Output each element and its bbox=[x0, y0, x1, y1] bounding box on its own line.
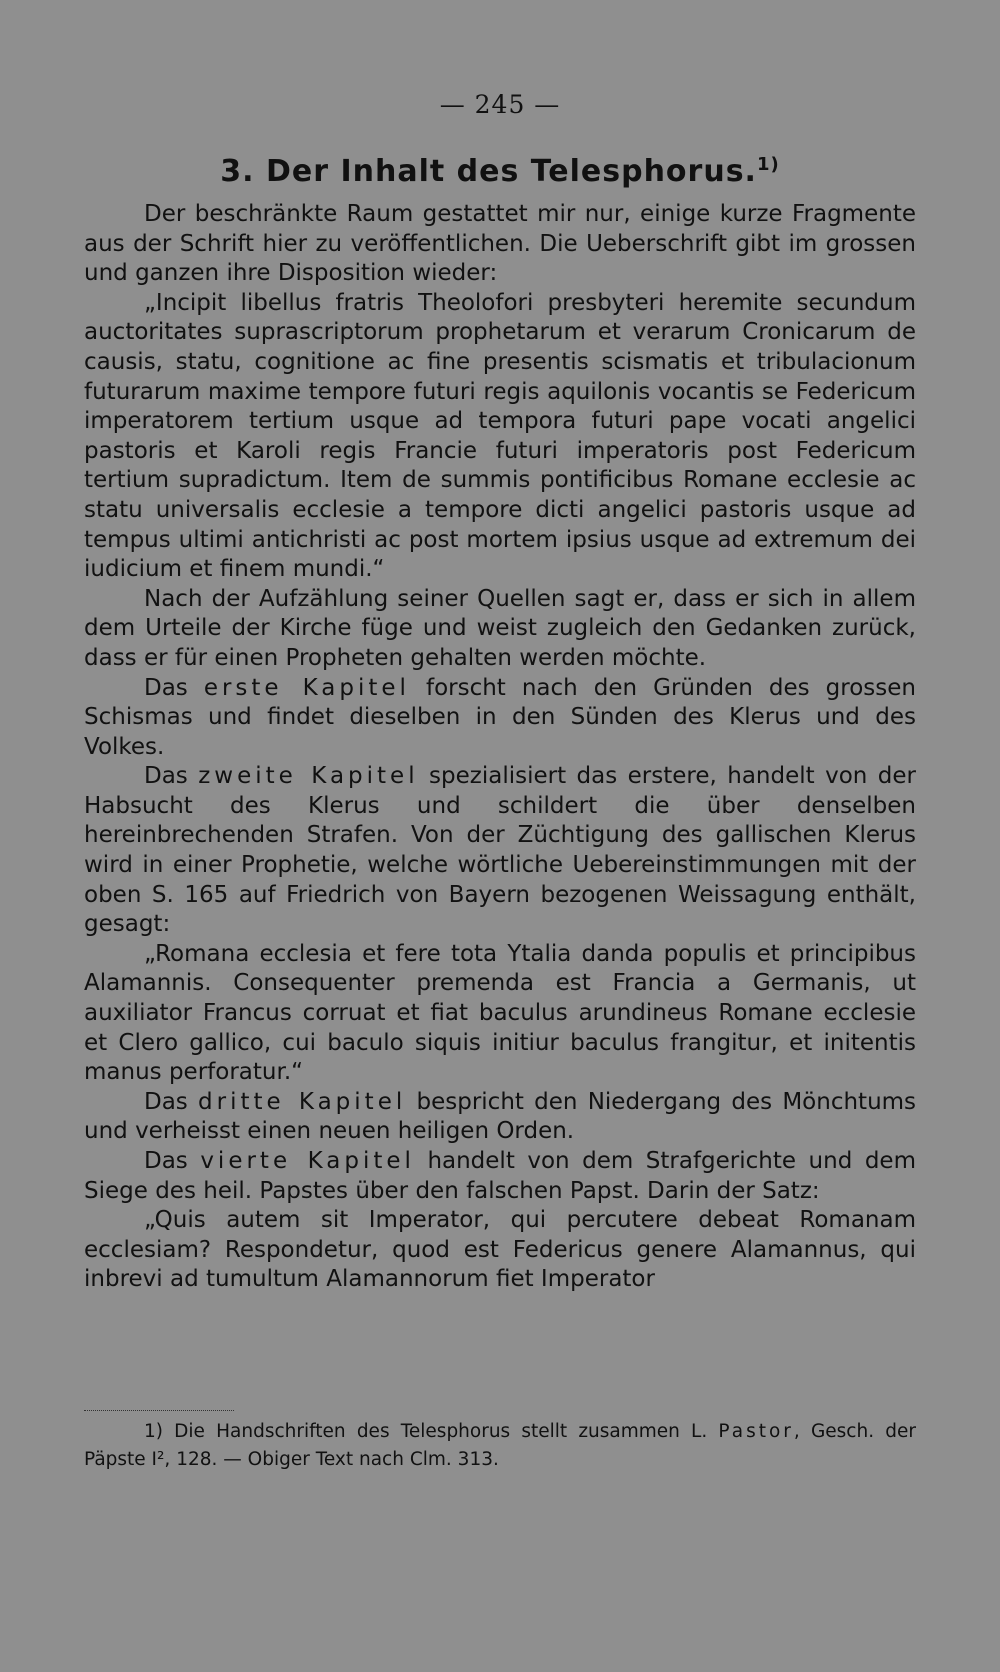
paragraph-chapter-four bbox=[84, 1147, 916, 1206]
footnote bbox=[84, 1418, 916, 1474]
chapter-two-heading: zweite Kapitel bbox=[198, 763, 419, 790]
chapter-four-heading: vierte Kapitel bbox=[200, 1148, 415, 1174]
chapter-three-text: bespricht den Niedergang des Mönchtums und verheisst einen neuen heiligen Orden. bbox=[84, 1088, 917, 1145]
chapter-four-lead: Das bbox=[144, 1148, 188, 1174]
chapter-one-lead: Das bbox=[144, 674, 188, 701]
footnote-marker: 1) bbox=[144, 1421, 163, 1442]
paragraph-intro: Der beschränkte Raum gestattet mir nur, einige kurze Fragmente aus der Schrift hier zu veröffentlichen. Die Ueberschrift gibt im grossen und ganzen ihre Disposition wieder: bbox=[84, 201, 916, 287]
paragraph-chapter-three bbox=[84, 1088, 916, 1147]
chapter-three-lead: Das bbox=[144, 1088, 188, 1115]
paragraph-imperator-quote: „Quis autem sit Imperator, qui percutere debeat Romanam ecclesiam? Respondetur, quod est Federicus genere Alamannus, qui inbrevi ad tumultum Alamannorum fiet Imperator bbox=[84, 1207, 916, 1293]
chapter-three-heading: dritte Kapitel bbox=[198, 1088, 407, 1115]
paragraph-incipit-quote: „Incipit libellus fratris Theolofori presbyteri heremite secundum auctoritates suprascriptorum prophetarum et verarum Cronicarum de causis, statu, cognitione ac fine presentis scismatis et tribulacionum futurarum maxime tempore futuri regis aquilonis vocantis se Federicum imperatorem tertium usque ad tempora futuri pape vocati angelici pastoris et Karoli regis Francie futuri imperatoris post Federicum tertium supradictum. Item de summis pontificibus Romane ecclesie ac statu universalis ecclesie a tempore dicti angelici pastoris usque ad tempus ultimi antichristi ac post mortem ipsius usque ad extremum dei iudicium et finem mundi.“ bbox=[84, 289, 916, 583]
footnote-divider bbox=[84, 1410, 234, 1411]
footnote-author: Pastor bbox=[718, 1421, 794, 1442]
chapter-title-footnote-marker: 1) bbox=[756, 154, 780, 175]
paragraph-romana-quote: „Romana ecclesia et fere tota Ytalia danda populis et principibus Alamannis. Consequenter premenda est Francia a Germanis, ut auxiliator Francus corruat et fiat baculus arundineus Romane ecclesie et Clero gallico, cui baculo siquis initiur baculus frangitur, et initentis manus perforatur.“ bbox=[84, 940, 916, 1086]
chapter-one-heading: erste Kapitel bbox=[203, 674, 410, 701]
footnote-text-end: , Gesch. der Päpste I², 128. — Obiger Text nach Clm. 313. bbox=[84, 1421, 916, 1470]
paragraph-chapter-two bbox=[84, 762, 916, 940]
chapter-one-text: forscht nach den Gründen des grossen Schismas und findet dieselben in den Sünden des Klerus und des Volkes. bbox=[84, 674, 916, 760]
paragraph-chapter-one bbox=[84, 674, 916, 763]
page-number: — 245 — bbox=[439, 90, 561, 119]
chapter-two-lead: Das bbox=[144, 763, 188, 790]
paragraph-sources: Nach der Aufzählung seiner Quellen sagt er, dass er sich in allem dem Urteile der Kirche füge und weist zugleich den Gedanken zurück, dass er für einen Propheten gehalten werden möchte. bbox=[84, 585, 916, 671]
chapter-title-text: 3. Der Inhalt des Telesphorus. bbox=[220, 154, 757, 189]
chapter-four-text: handelt von dem Strafgerichte und dem Siege des heil. Papstes über den falschen Papst. Darin der Satz: bbox=[84, 1148, 916, 1204]
footnote-text-start: Die Handschriften des Telesphorus stellt zusammen L. bbox=[174, 1421, 708, 1442]
chapter-title bbox=[0, 147, 1000, 190]
body-text bbox=[84, 200, 916, 1295]
chapter-two-text: spezialisiert das erstere, handelt von der Habsucht des Klerus und schildert die über denselben hereinbrechenden Strafen. Von der Züchtigung des gallischen Klerus wird in einer Prophetie, welche wörtliche Uebereinstimmungen mit der oben S. 165 auf Friedrich von Bayern bezogenen Weissagung enthält, gesagt: bbox=[84, 763, 916, 938]
